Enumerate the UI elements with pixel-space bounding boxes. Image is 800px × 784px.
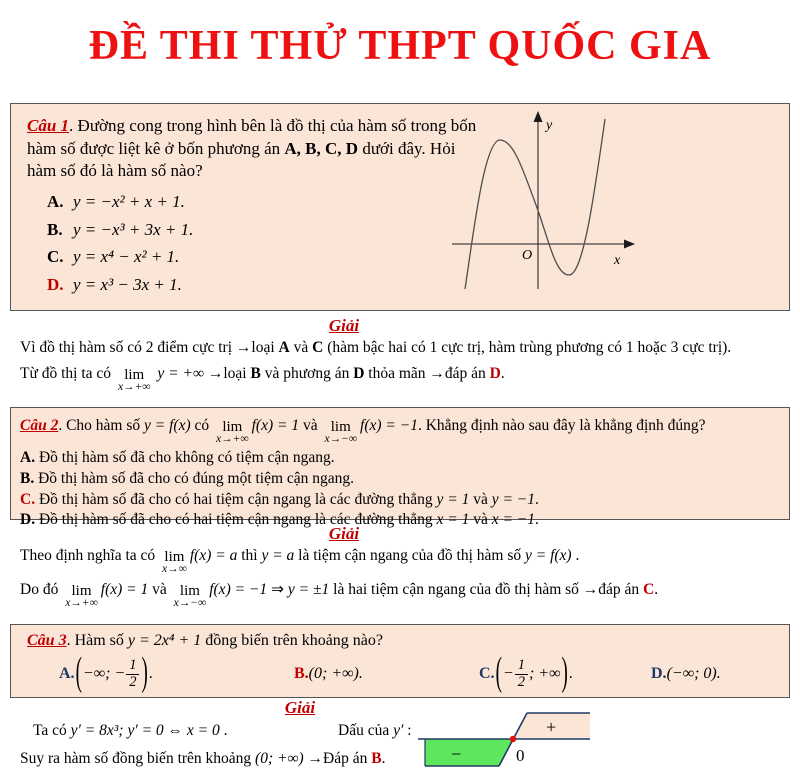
answer-letter: D [489, 365, 501, 382]
math-run: y = 2x⁴ + 1 [127, 632, 202, 649]
text-run: thì [237, 547, 262, 564]
text-run: . [535, 490, 539, 508]
bold-run: C [312, 339, 324, 356]
option-letter: B. [47, 219, 63, 239]
option-letter-answer: D. [47, 274, 64, 294]
text-run: . [568, 665, 573, 682]
origin-label: O [522, 248, 533, 263]
text-run: thỏa mãn →đáp án [364, 365, 490, 382]
math-run: f(x) = −1 [209, 581, 268, 598]
math-run: − [502, 665, 514, 682]
fraction-numerator: 1 [515, 658, 528, 674]
lim-word: lim [222, 418, 243, 435]
solution-2-heading: Giải [328, 524, 360, 543]
option-b [47, 216, 193, 244]
lim-word: lim [71, 582, 92, 599]
text-run: . [535, 511, 539, 529]
bold-run: D [353, 365, 365, 382]
bold-run: A, B, C, D [284, 138, 359, 158]
text-run: . Khẳng định nào sau đây là khẳng định đúng? [417, 417, 706, 434]
text-run: ⇒ [267, 581, 288, 598]
text-run: . Cho hàm số [58, 417, 145, 434]
open-paren: ( [75, 650, 82, 695]
text-run: →Đáp án [303, 750, 372, 767]
close-paren: ) [561, 650, 568, 695]
text-run: và [469, 490, 492, 508]
math-run: y = f(x) [144, 417, 191, 434]
option-b-answer [294, 651, 363, 697]
option-letter: A. [20, 448, 36, 466]
limit-notation [216, 420, 249, 445]
option-c [47, 243, 193, 271]
option-a [47, 188, 193, 216]
cubic-curve [465, 119, 605, 289]
question-3-label: Câu 3 [27, 632, 67, 649]
solution-3-heading: Giải [284, 698, 316, 717]
text-run: Đồ thị hàm số đã cho không có tiệm cận ngang. [35, 448, 335, 466]
math-run: (0; +∞) [255, 750, 304, 767]
text-run: : [403, 722, 412, 739]
text-run: →loại [207, 365, 251, 382]
text-run: Đồ thị hàm số đã cho có hai tiệm cận ngang là các đường thẳng [35, 490, 437, 508]
math-run: ; +∞ [528, 665, 561, 682]
cubic-function-graph [446, 109, 646, 299]
text-run: . [571, 547, 580, 564]
lim-word: lim [330, 418, 351, 435]
text-run: là tiệm cận ngang của đồ thị hàm số [294, 547, 525, 564]
text-run: Đồ thị hàm số đã cho có hai tiệm cận ngang là các đường thẳng [35, 511, 437, 529]
text-run: . Đường cong trong hình bên là đồ thị của hàm số trong bốn hàm số được liệt kê ở bốn phương án [27, 116, 477, 158]
minus-sign: − [451, 744, 462, 764]
lim-word: lim [179, 582, 200, 599]
lim-word: lim [124, 366, 145, 383]
lim-subscript: x→−∞ [173, 597, 207, 609]
text-run: dưới đây. Hỏi hàm số đó là hàm số nào? [27, 138, 456, 181]
bold-run: A [278, 339, 290, 356]
option-letter: D. [651, 665, 667, 682]
math-run: y = +∞ [153, 365, 208, 382]
option-letter-answer: C. [20, 490, 36, 508]
math-run: x = 1 [436, 511, 470, 529]
solution-1-line-2 [20, 365, 505, 393]
text-run: là hai tiệm cận ngang của đồ thị hàm số →đáp án [329, 581, 644, 598]
lim-subscript: x→−∞ [324, 433, 358, 445]
math-run: y = x³ − 3x + 1. [73, 274, 182, 294]
option-c [479, 651, 573, 697]
plus-sign: + [546, 717, 557, 737]
option-letter-answer: B. [294, 665, 309, 682]
math-run: y = f(x) [525, 547, 572, 564]
text-run: và [469, 511, 492, 529]
math-run: f(x) = a [189, 547, 238, 564]
solution-3-line-1 [33, 722, 228, 740]
answer-letter: C [643, 581, 655, 598]
math-run: f(x) = 1 [100, 581, 149, 598]
page-title: ĐỀ THI THỬ THPT QUỐC GIA [88, 23, 712, 69]
question-2-statement [20, 416, 780, 445]
close-paren: ) [141, 650, 148, 695]
option-d [47, 271, 193, 299]
math-run: (0; +∞). [308, 665, 363, 682]
math-run: −∞; − [82, 665, 126, 682]
math-run: y′ = 8x³; y′ = 0 ⇔ x = 0 [70, 722, 220, 739]
fraction-denominator: 2 [129, 673, 137, 690]
option-c [20, 490, 780, 511]
limit-notation [65, 584, 98, 609]
limit-notation [118, 368, 151, 393]
negative-region [425, 739, 513, 766]
text-run: và phương án [260, 365, 354, 382]
fraction-numerator: 1 [126, 658, 139, 674]
fraction [515, 658, 528, 689]
text-run: đồng biến trên khoảng nào? [201, 632, 383, 649]
solution-1-heading: Giải [328, 316, 360, 335]
option-letter: A. [59, 665, 75, 682]
limit-notation [174, 584, 207, 609]
question-1-box [10, 103, 790, 311]
lim-subscript: x→+∞ [117, 381, 151, 393]
math-run: x = −1 [491, 511, 536, 529]
sign-chart [418, 703, 603, 773]
text-run: và [299, 417, 322, 434]
text-run: (hàm bậc hai có 1 cực trị, hàm trùng phương có 1 hoặc 3 cực trị). [323, 339, 732, 356]
answer-letter: B [371, 750, 382, 767]
fraction [126, 658, 139, 689]
question-1-options [47, 188, 193, 298]
text-run: Từ đồ thị ta có [20, 365, 115, 382]
x-axis-arrow [624, 240, 635, 249]
text-run: . Hàm số [66, 632, 128, 649]
text-run: Vì đồ thị hàm số có 2 điểm cực trị →loại [20, 339, 279, 356]
text-run: và [289, 339, 313, 356]
text-run: Ta có [33, 722, 71, 739]
text-run: Dấu của [338, 722, 394, 739]
solution-3-line-2 [20, 750, 385, 768]
open-paren: ( [495, 650, 502, 695]
lim-subscript: x→+∞ [216, 433, 249, 445]
lim-subscript: x→+∞ [65, 597, 98, 609]
limit-notation [162, 550, 187, 575]
text-run: . [654, 581, 659, 598]
text-run: . [148, 665, 153, 682]
solution-2-line-1 [20, 547, 579, 575]
option-letter: A. [47, 192, 64, 211]
question-3-box [10, 624, 790, 698]
text-run: có [190, 417, 214, 434]
question-1-text [27, 115, 485, 183]
math-run: y = a [261, 547, 295, 564]
question-1-label: Câu 1 [27, 116, 70, 135]
text-run: Do đó [20, 581, 63, 598]
solution-1-line-1 [20, 339, 731, 357]
question-2-box [10, 407, 790, 529]
bold-run: B [250, 365, 261, 382]
option-a [59, 651, 153, 697]
text-run: và [148, 581, 171, 598]
text-run: Đồ thị hàm số đã cho có đúng một tiệm cận ngang. [34, 469, 355, 487]
question-2-text [11, 408, 789, 531]
text-run: Suy ra hàm số đồng biến trên khoảng [20, 750, 256, 767]
y-axis-arrow [534, 111, 543, 122]
option-b [20, 469, 780, 490]
question-3-options [11, 651, 789, 697]
text-run: . [219, 722, 228, 739]
math-run: (−∞; 0). [666, 665, 721, 682]
option-a [20, 448, 780, 469]
option-letter: C. [47, 247, 64, 266]
math-run: f(x) = −1 [360, 417, 418, 434]
fraction-denominator: 2 [517, 673, 525, 690]
math-run: y = ±1 [287, 581, 330, 598]
math-run: y′ [393, 722, 404, 739]
option-letter: C. [479, 665, 495, 682]
math-run: f(x) = 1 [251, 417, 300, 434]
text-run: . [500, 365, 505, 382]
y-axis-label: y [546, 118, 553, 133]
math-run: y = x⁴ − x² + 1. [73, 247, 180, 266]
solution-2-line-2 [20, 580, 658, 609]
question-2-label: Câu 2 [20, 417, 59, 434]
text-run: Theo định nghĩa ta có [20, 547, 160, 564]
x-axis-label: x [614, 253, 621, 268]
zero-point-dot [510, 736, 516, 742]
math-run: y = −1 [491, 490, 536, 508]
option-letter: B. [20, 469, 35, 487]
lim-word: lim [164, 548, 185, 565]
math-run: y = −x² + x + 1. [73, 192, 185, 211]
lim-subscript: x→∞ [162, 563, 187, 575]
option-letter: D. [20, 511, 36, 529]
text-run: . [381, 750, 386, 767]
question-3-statement [11, 625, 789, 650]
math-run: y = −x³ + 3x + 1. [73, 219, 194, 239]
sign-chart-caption [338, 722, 412, 740]
zero-label: 0 [516, 746, 525, 765]
math-run: y = 1 [436, 490, 470, 508]
option-d [651, 651, 721, 697]
limit-notation [324, 420, 357, 445]
